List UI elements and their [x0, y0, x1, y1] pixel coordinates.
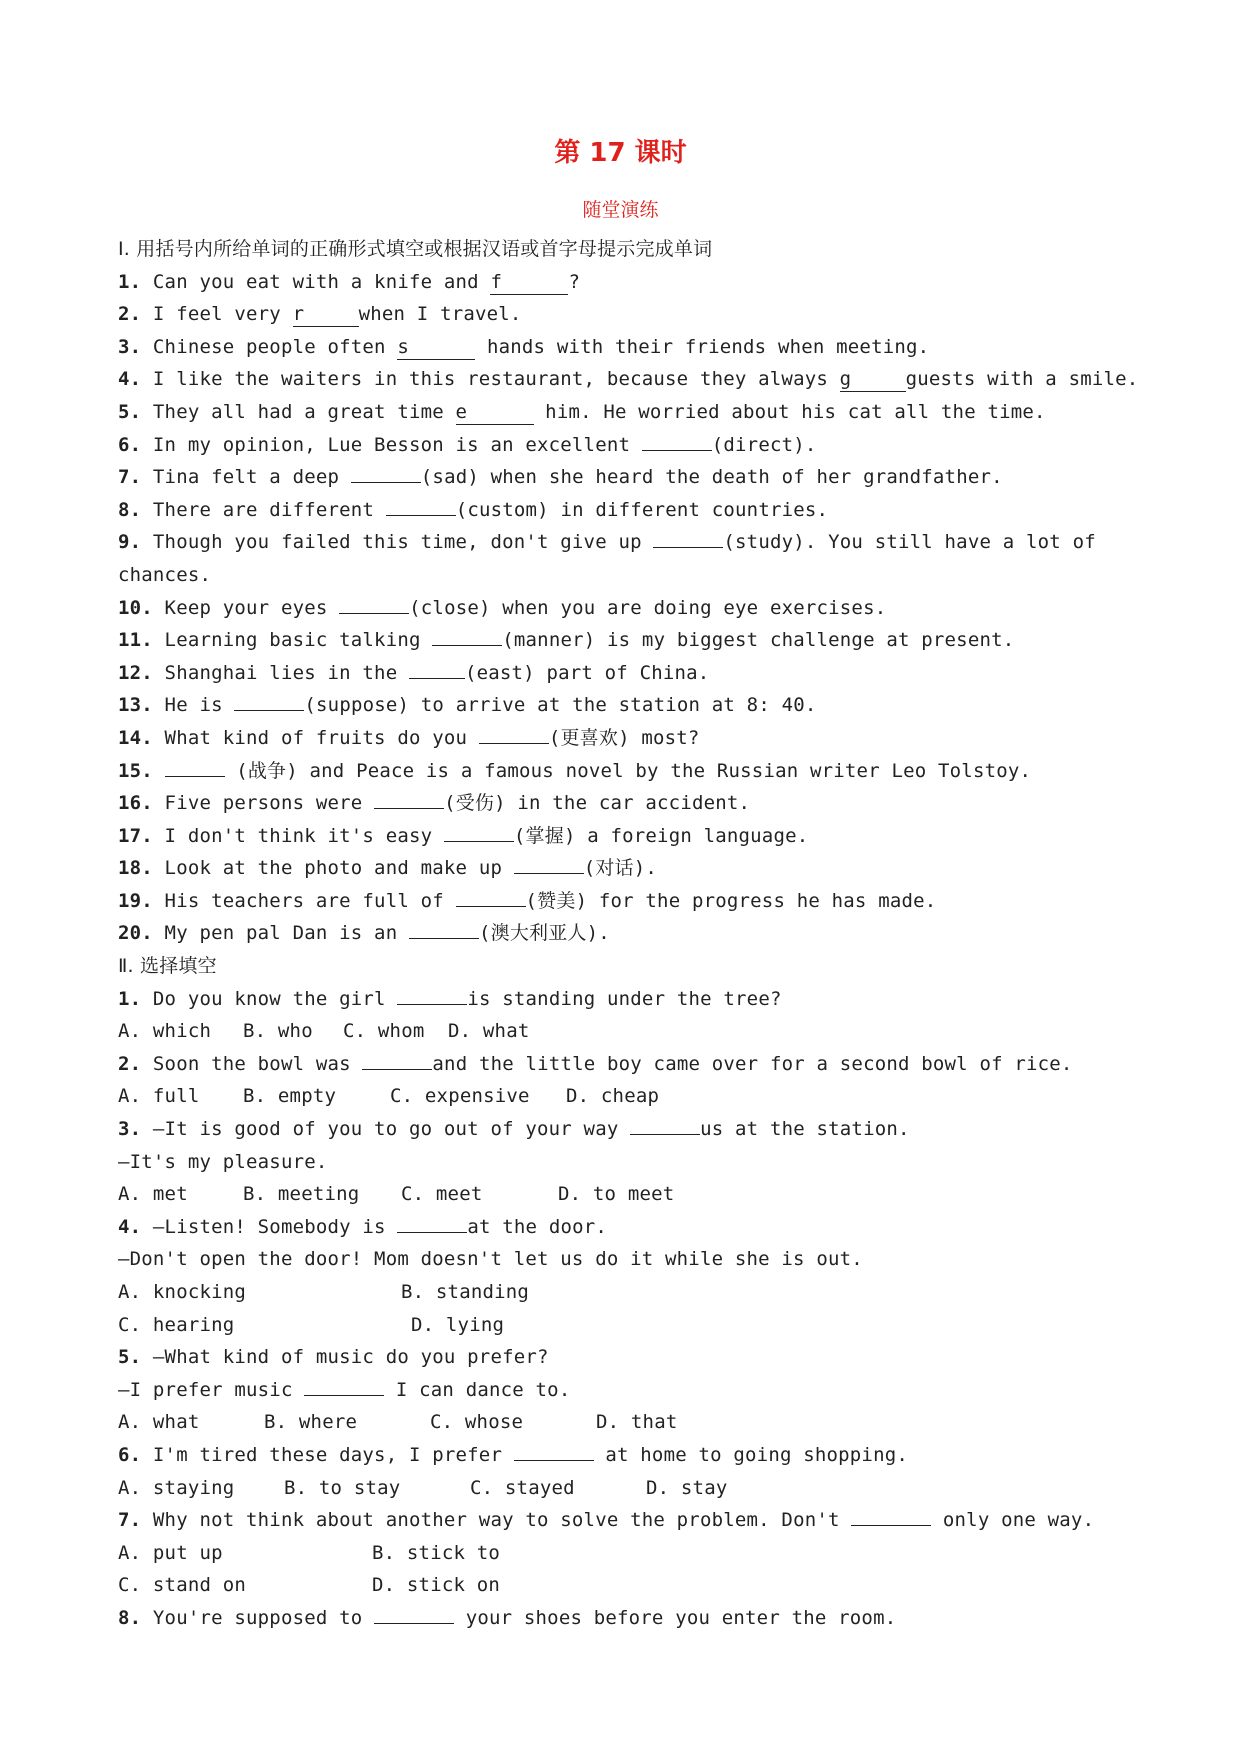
question-number: 8. [118, 1606, 142, 1629]
question-text: is standing under the tree? [467, 987, 782, 1010]
question-line [118, 1341, 1128, 1374]
question-line [118, 396, 1128, 429]
question-text: (澳大利亚人). [478, 922, 610, 945]
answer-blank[interactable] [630, 1113, 700, 1135]
question-line [118, 1113, 1128, 1146]
question-line [118, 429, 1128, 462]
choice-option[interactable]: A. put up [118, 1541, 223, 1564]
choice-option[interactable]: C. whom [343, 1020, 425, 1043]
question-number: 10. [118, 596, 153, 619]
answer-blank[interactable] [374, 787, 444, 809]
question-line [118, 298, 1128, 331]
question-line [118, 755, 1128, 788]
question-line [118, 494, 1128, 527]
question-line [118, 526, 1128, 559]
answer-blank[interactable] [444, 820, 514, 842]
answer-blank[interactable] [851, 1504, 931, 1526]
question-line [118, 1048, 1128, 1081]
question-number: 2. [118, 1052, 142, 1075]
question-text [153, 760, 165, 782]
question-text: Can you eat with a knife and [141, 270, 491, 293]
question-text: (study). You still have a lot of [723, 531, 1096, 554]
answer-blank[interactable] [514, 1439, 594, 1461]
question-text: I'm tired these days, I prefer [141, 1443, 514, 1466]
answer-blank[interactable] [456, 400, 534, 425]
question-line [118, 1504, 1128, 1537]
question-text: Do you know the girl [141, 987, 398, 1010]
question-text: when I travel. [358, 303, 522, 326]
question-number: 14. [118, 726, 153, 749]
choice-options [118, 1569, 1128, 1602]
choice-option[interactable]: B. standing [401, 1281, 530, 1303]
question-number: 15. [118, 759, 153, 782]
dialogue-text: —It's my pleasure. [118, 1150, 328, 1173]
question-number: 2. [118, 303, 142, 326]
question-number: 20. [118, 922, 153, 945]
question-text: In my opinion, Lue Besson is an excellent [141, 433, 642, 456]
choice-option[interactable]: A. full [118, 1085, 200, 1108]
question-text: I like the waiters in this restaurant, because they always [141, 368, 840, 391]
question-number: 7. [118, 1509, 142, 1532]
question-number: 4. [118, 1215, 142, 1238]
choice-option[interactable]: A. which [118, 1020, 212, 1043]
page-title: 第 17 课时 [554, 138, 687, 168]
answer-blank[interactable] [397, 1211, 467, 1233]
question-text: (east) part of China. [464, 661, 710, 684]
question-number: 6. [118, 1443, 142, 1466]
question-text: (manner) is my biggest challenge at present. [502, 629, 1015, 652]
answer-blank[interactable] [409, 657, 465, 679]
section-1-heading: Ⅰ. 用括号内所给单词的正确形式填空或根据汉语或首字母提示完成单词 [118, 238, 713, 260]
question-number: 1. [118, 987, 142, 1010]
question-line [118, 1439, 1128, 1472]
dialogue-line [118, 1374, 1128, 1407]
answer-blank[interactable] [304, 1374, 384, 1396]
question-text: His teachers are full of [152, 889, 456, 912]
question-text: (掌握) a foreign language. [513, 824, 809, 847]
dialogue-text: I can dance to. [384, 1378, 571, 1401]
answer-blank[interactable] [456, 885, 526, 907]
answer-blank[interactable] [397, 983, 467, 1005]
choice-option[interactable]: D. to meet [558, 1183, 675, 1206]
choice-options [118, 1080, 1128, 1113]
choice-option[interactable]: C. stand on [118, 1574, 247, 1597]
choice-option[interactable]: B. to stay [284, 1476, 401, 1499]
question-line [118, 363, 1139, 396]
question-line [118, 820, 1128, 853]
question-line [118, 624, 1128, 657]
question-number: 4. [118, 368, 142, 391]
question-text: your shoes before you enter the room. [454, 1606, 897, 1629]
question-text: (对话). [583, 857, 658, 880]
choice-option[interactable]: B. where [264, 1411, 358, 1434]
choice-option[interactable]: B. meeting [243, 1183, 360, 1206]
hint-letter: g [839, 368, 852, 391]
choice-option[interactable]: B. empty [243, 1085, 337, 1108]
hint-letter: r [292, 303, 305, 326]
question-line [118, 787, 1128, 820]
hint-letter: s [397, 335, 409, 358]
question-line [118, 331, 1128, 364]
section-2-heading: Ⅱ. 选择填空 [118, 955, 217, 978]
choice-options [118, 1537, 1128, 1570]
question-text: (close) when you are doing eye exercises. [409, 596, 887, 619]
question-number: 5. [118, 400, 142, 423]
answer-blank[interactable] [840, 367, 906, 392]
question-text: (suppose) to arrive at the station at 8: 40. [304, 694, 817, 717]
question-text: Five persons were [152, 792, 375, 815]
worksheet-body [118, 233, 1139, 1635]
choice-option[interactable]: C. stayed [470, 1476, 575, 1499]
question-text: Tina felt a deep [141, 466, 351, 489]
question-line [118, 885, 1128, 918]
question-text: Look at the photo and make up [152, 857, 514, 880]
answer-blank[interactable] [339, 592, 409, 614]
question-number: 12. [118, 661, 153, 684]
question-line [118, 689, 1128, 722]
question-text: My pen pal Dan is an [152, 922, 409, 945]
dialogue-line [118, 1146, 1128, 1179]
question-line [118, 1211, 1128, 1244]
question-text: They all had a great time [141, 400, 456, 423]
question-line [118, 592, 1128, 625]
question-text: He is [152, 694, 235, 717]
question-text: What kind of fruits do you [152, 726, 479, 749]
choice-option[interactable]: A. what [118, 1411, 200, 1434]
choice-option[interactable]: D. lying [411, 1313, 505, 1336]
question-line [118, 1602, 1128, 1635]
question-line [118, 559, 1128, 592]
answer-blank[interactable] [234, 689, 304, 711]
question-number: 19. [118, 889, 153, 912]
choice-option[interactable]: D. what [448, 1020, 530, 1043]
question-text: I feel very [141, 303, 293, 326]
question-line [118, 657, 1128, 690]
question-text: (更喜欢) most? [548, 726, 700, 749]
question-continuation: chances. [118, 563, 212, 586]
question-text: There are different [141, 498, 386, 521]
question-number: 1. [118, 270, 142, 293]
choice-options [118, 1276, 1128, 1309]
answer-blank[interactable] [642, 429, 712, 451]
choice-option[interactable]: A. staying [118, 1476, 235, 1499]
answer-blank[interactable] [397, 335, 475, 360]
choice-options [118, 1309, 1128, 1342]
question-line [118, 983, 1128, 1016]
choice-option[interactable]: D. that [596, 1411, 678, 1434]
choice-option[interactable]: A. met [118, 1183, 188, 1206]
question-text: at the door. [467, 1215, 608, 1238]
question-text: (sad) when she heard the death of her grandfather. [420, 466, 1003, 489]
question-number: 13. [118, 694, 153, 717]
question-text: Shanghai lies in the [152, 661, 409, 684]
question-text: ? [568, 270, 581, 293]
answer-blank[interactable] [386, 494, 456, 516]
question-text: at home to going shopping. [593, 1443, 908, 1466]
question-line [118, 917, 1128, 950]
choice-options [118, 1406, 1128, 1439]
answer-blank[interactable] [514, 852, 584, 874]
question-number: 3. [118, 1118, 142, 1141]
hint-letter: e [455, 400, 468, 423]
answer-blank[interactable] [409, 917, 479, 939]
choice-option[interactable]: D. stay [646, 1476, 728, 1499]
choice-option[interactable]: D. stick on [372, 1574, 501, 1597]
question-number: 16. [118, 792, 153, 815]
choice-option[interactable]: C. hearing [118, 1313, 235, 1336]
section-1-items [118, 266, 1139, 950]
question-text: and the little boy came over for a second bowl of rice. [432, 1052, 1073, 1075]
choice-option[interactable]: C. expensive [390, 1085, 530, 1108]
question-text: guests with a smile. [905, 368, 1139, 391]
question-text: him. He worried about his cat all the time. [533, 400, 1046, 423]
answer-blank[interactable] [351, 461, 421, 483]
question-text: I don't think it's easy [152, 824, 444, 847]
choice-options [118, 1178, 1128, 1211]
dialogue-line [118, 1243, 1128, 1276]
question-text: Learning basic talking [152, 629, 433, 652]
question-text: hands with their friends when meeting. [475, 335, 930, 358]
question-number: 6. [118, 433, 142, 456]
page-subtitle: 随堂演练 [582, 199, 659, 221]
question-line [118, 722, 1128, 755]
question-number: 17. [118, 824, 153, 847]
question-text: —Listen! Somebody is [141, 1215, 398, 1238]
answer-blank[interactable] [362, 1048, 432, 1070]
question-text: —What kind of music do you prefer? [141, 1346, 549, 1369]
question-text: Soon the bowl was [141, 1052, 363, 1075]
choice-option[interactable]: B. who [243, 1020, 313, 1043]
question-number: 5. [118, 1346, 142, 1369]
question-number: 11. [118, 629, 153, 652]
answer-blank[interactable] [653, 526, 723, 548]
question-text: (赞美) for the progress he has made. [525, 889, 937, 912]
choice-options [118, 1472, 1128, 1505]
answer-blank[interactable] [374, 1602, 454, 1624]
choice-options [118, 1015, 1128, 1048]
question-text: (custom) in different countries. [455, 498, 829, 521]
question-number: 8. [118, 498, 142, 521]
question-text: Chinese people often [141, 335, 398, 358]
question-number: 18. [118, 857, 153, 880]
choice-option[interactable]: A. knocking [118, 1281, 247, 1303]
question-text: Why not think about another way to solve the problem. Don't [141, 1509, 852, 1532]
question-line [118, 266, 1128, 299]
question-text: (战争) and Peace is a famous novel by the Russian writer Leo Tolstoy. [224, 759, 1032, 782]
question-number: 9. [118, 531, 142, 554]
choice-option[interactable]: D. cheap [566, 1085, 660, 1108]
answer-blank[interactable] [490, 270, 568, 295]
dialogue-text: —Don't open the door! Mom doesn't let us do it while she is out. [118, 1248, 863, 1271]
question-text: only one way. [931, 1509, 1095, 1532]
answer-blank[interactable] [479, 722, 549, 744]
question-text: Though you failed this time, don't give up [141, 531, 654, 554]
choice-option[interactable]: C. whose [430, 1411, 524, 1434]
question-text: (direct). [711, 433, 817, 456]
question-text: —It is good of you to go out of your way [141, 1118, 631, 1141]
question-number: 7. [118, 466, 142, 489]
choice-option[interactable]: B. stick to [372, 1541, 501, 1564]
section-2-items [118, 983, 1128, 1635]
question-text: Keep your eyes [152, 596, 340, 619]
hint-letter: f [490, 270, 503, 293]
question-text: You're supposed to [141, 1606, 375, 1629]
choice-option[interactable]: C. meet [401, 1183, 483, 1206]
dialogue-text: —I prefer music [118, 1378, 305, 1401]
answer-blank[interactable] [293, 302, 359, 327]
question-line [118, 461, 1128, 494]
question-line [118, 852, 1128, 885]
answer-blank[interactable] [432, 624, 502, 646]
answer-blank[interactable] [165, 755, 225, 777]
question-text: us at the station. [700, 1118, 910, 1141]
question-number: 3. [118, 335, 142, 358]
question-text: (受伤) in the car accident. [444, 792, 751, 815]
